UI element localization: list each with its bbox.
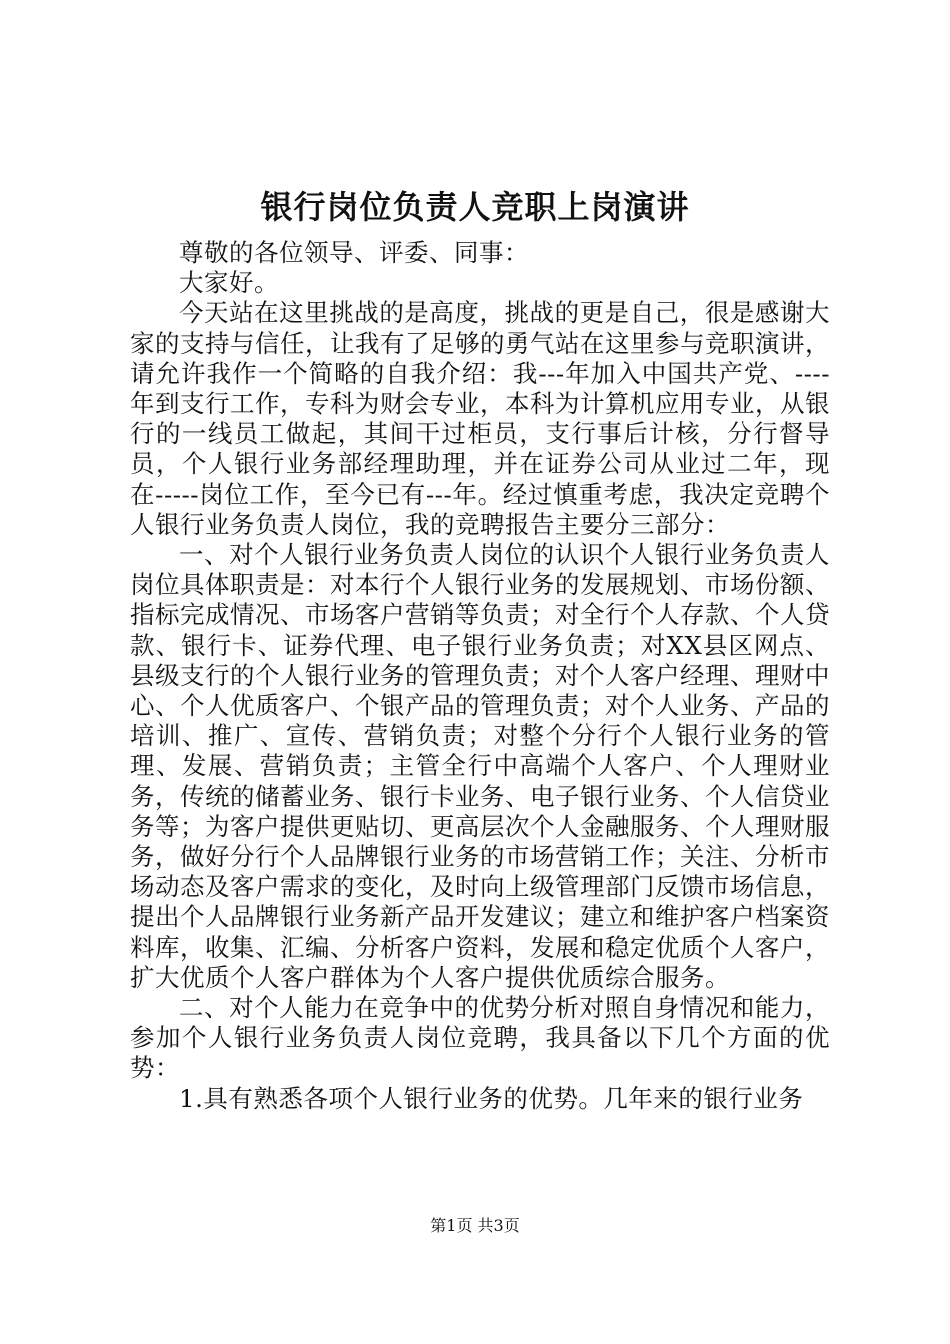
paragraph-section-one: 一、对个人银行业务负责人岗位的认识个人银行业务负责人岗位具体职责是：对本行个人银行业务的发展规划、市场份额、指标完成情况、市场客户营销等负责；对全行个人存款、个人贷款、银行卡、证券代理、电子银行业务负责；对XX县区网点、县级支行的个人银行业务的管理负责；对个人客户经理、理财中心、个人优质客户、个银产品的管理负责；对个人业务、产品的培训、推广、宣传、营销负责；对整个分行个人银行业务的管理、发展、营销负责；主管全行中高端个人客户、个人理财业务，传统的储蓄业务、银行卡业务、电子银行业务、个人信贷业务等；为客户提供更贴切、更高层次个人金融服务、个人理财服务，做好分行个人品牌银行业务的市场营销工作；关注、分析市场动态及客户需求的变化，及时向上级管理部门反馈市场信息，提出个人品牌银行业务新产品开发建议；建立和维护客户档案资料库，收集、汇编、分析客户资料，发展和稳定优质个人客户，扩大优质个人客户群体为个人客户提供优质综合服务。: [130, 540, 830, 992]
document-title: 银行岗位负责人竞职上岗演讲: [260, 188, 690, 226]
paragraph-section-two: 二、对个人能力在竞争中的优势分析对照自身情况和能力，参加个人银行业务负责人岗位竞聘，我具备以下几个方面的优势：: [130, 993, 830, 1083]
paragraph-point-one: 1.具有熟悉各项个人银行业务的优势。几年来的银行业务: [179, 1083, 804, 1113]
document-body: [130, 238, 830, 1114]
salutation: 尊敬的各位领导、评委、同事：: [179, 238, 529, 267]
paragraph-introduction: 今天站在这里挑战的是高度，挑战的更是自己，很是感谢大家的支持与信任，让我有了足够的勇气站在这里参与竞职演讲，请允许我作一个简略的自我介绍：我---年加入中国共产党、----年到支行工作，专科为财会专业，本科为计算机应用专业，从银行的一线员工做起，其间干过柜员，支行事后计核，分行督导员，个人银行业务部经理助理，并在证券公司从业过二年，现在-----岗位工作，至今已有---年。经过慎重考虑，我决定竞聘个人银行业务负责人岗位，我的竞聘报告主要分三部分：: [130, 298, 830, 539]
greeting: 大家好。: [179, 268, 279, 298]
page-number-footer: 第1页 共3页: [430, 1216, 520, 1235]
